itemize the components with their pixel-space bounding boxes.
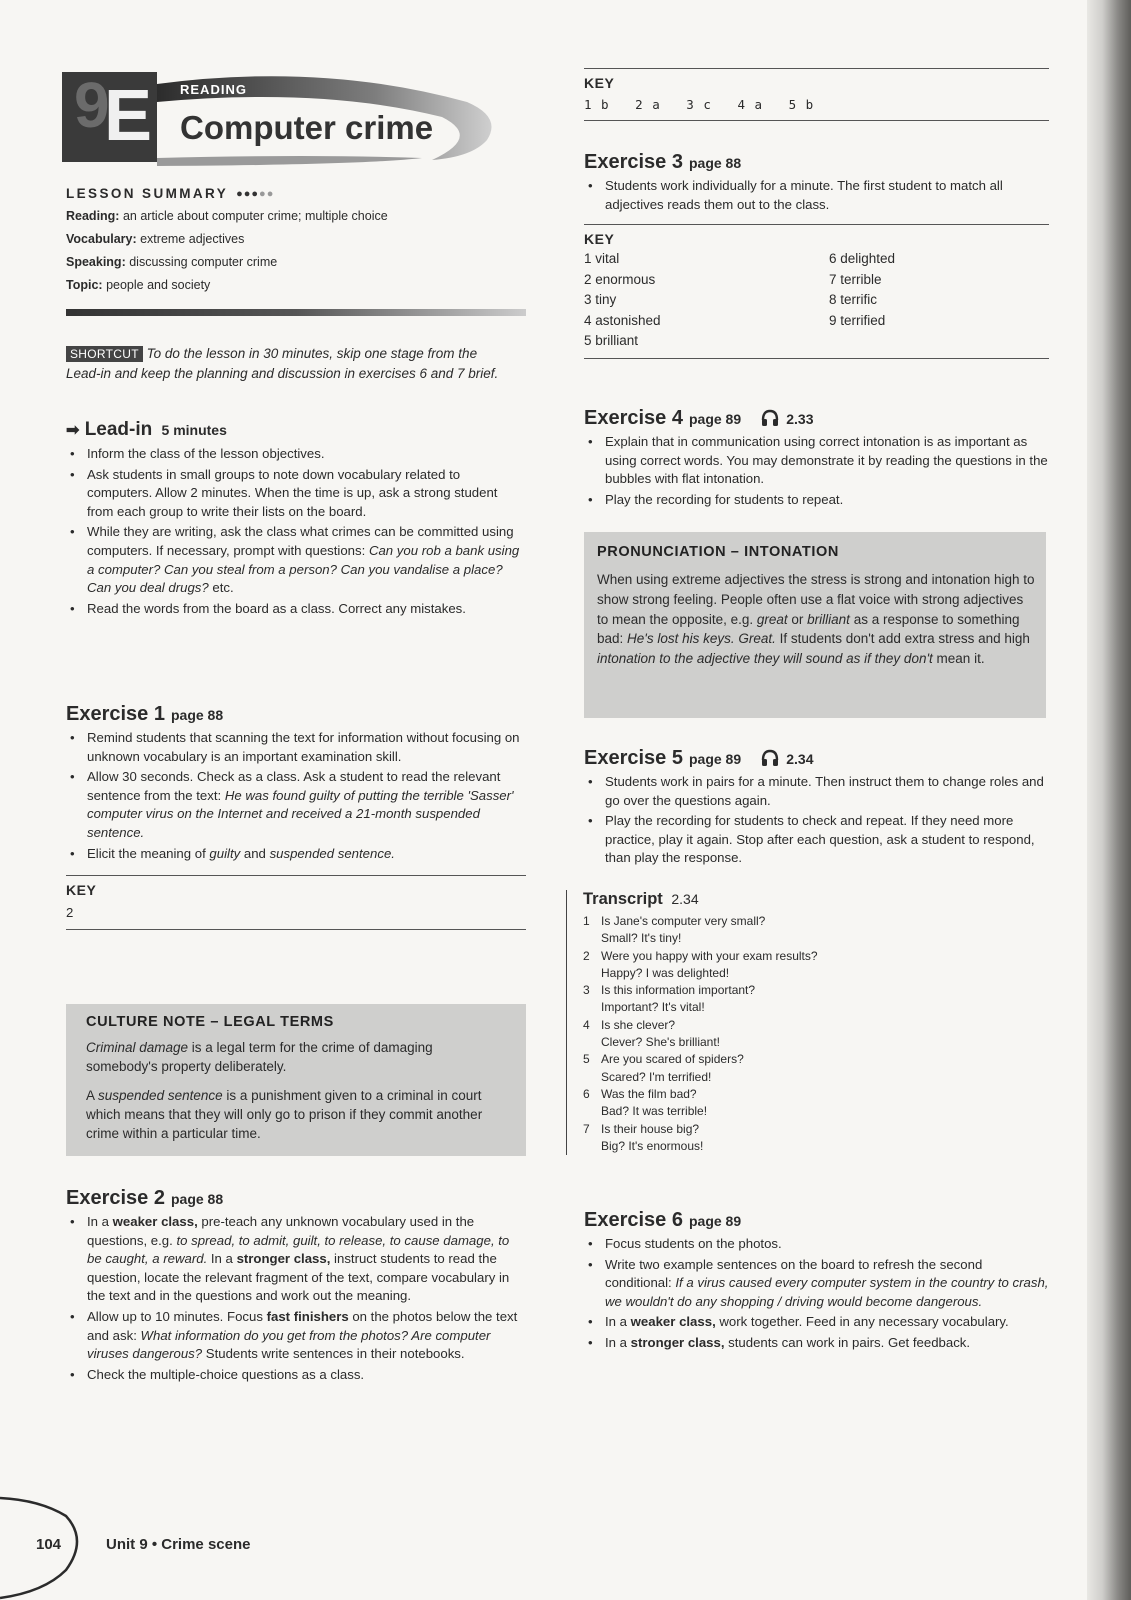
shortcut-tag: SHORTCUT [66, 346, 143, 362]
pronunciation-text: When using extreme adjectives the stress is strong and intonation high to show strong feeling. People often use a flat voice with strong adjectives to mean the opposite, e.g. great or brilliant as a response to something bad: He's lost his keys. Great. If students don't add extra stress and high intonation to the adjective they will sound as if they don't mean it. [597, 572, 1035, 667]
track-number: 2.34 [786, 751, 814, 767]
page-footer [0, 1490, 400, 1600]
list-item: • In a weaker class, work together. Feed in any necessary vocabulary. [588, 1314, 1009, 1330]
unit-number: 9 [74, 69, 110, 141]
exercise-3-key-grid [584, 249, 1049, 352]
unit-label: Unit 9 • Crime scene [106, 1536, 251, 1553]
exercise-1-key-label: KEY [66, 882, 97, 899]
lesson-summary-heading: LESSON SUMMARY [66, 186, 229, 201]
transcript-line: 4 Is she clever? Clever? She's brilliant! [583, 1017, 721, 1050]
list-item: • Ask students in small groups to note down vocabulary related to computers. Allow 2 minutes. When the time is up, ask a strong student from each group to write their lists on the board. [70, 466, 498, 519]
key-top [584, 68, 1049, 121]
transcript-line: 7 Is their house big? Big? It's enormous! [583, 1121, 704, 1153]
list-item: • Play the recording for students to repeat. [588, 491, 844, 507]
summary-topic: Topic: people and society [66, 278, 211, 292]
list-item: • Allow up to 10 minutes. Focus fast finishers on the photos below the text and ask: What information do you get from the photos? Are computer viruses dangerous? Students write sentences in their notebooks. [70, 1308, 518, 1362]
key-item: 5 brilliant [584, 333, 639, 349]
list-item: • Students work in pairs for a minute. Then instruct them to change roles and go over the questions again. [588, 774, 1044, 808]
page-spine-shadow [1087, 0, 1131, 1600]
transcript-line: 5 Are you scared of spiders? Scared? I'm terrified! [583, 1052, 744, 1084]
key-item: 7 terrible [829, 271, 882, 287]
list-item: • Write two example sentences on the board to refresh the second conditional: If a virus caused every computer system in the country to crash, we wouldn't do any shopping / driving would become dangerous. [588, 1256, 1049, 1309]
key-item: 6 delighted [829, 251, 896, 267]
lesson-header [62, 62, 502, 172]
exercise-1-key-answer: 2 [66, 905, 74, 921]
transcript-heading: Transcript 2.34 [583, 890, 699, 908]
lead-in-heading: ➡ Lead-in 5 minutes [66, 419, 227, 440]
list-item: • Focus students on the photos. [588, 1236, 782, 1251]
list-item: • While they are writing, ask the class what crimes can be committed using computers. If necessary, prompt with questions: Can you rob a bank using a computer? Can you steal from a person? Can you vandalise a place? Can you deal drugs? etc. [70, 524, 520, 596]
exercise-3-key-label: KEY [584, 231, 615, 248]
shortcut-text: To do the lesson in 30 minutes, skip one stage from the Lead-in and keep the planning and discussion in exercises 6 and 7 brief. [66, 346, 499, 381]
section-tag: READING [180, 82, 247, 97]
culture-note-para-1: Criminal damage is a legal term for the crime of damaging somebody's property deliberately. [86, 1040, 433, 1074]
transcript-line: 6 Was the film bad? Bad? It was terrible! [583, 1086, 708, 1119]
list-item: • Inform the class of the lesson objectives. [70, 446, 325, 461]
summary-divider [66, 309, 526, 316]
key-top-label: KEY [584, 75, 615, 91]
shortcut-note [66, 344, 506, 384]
exercise-6-heading: Exercise 6 page 89 [584, 1209, 742, 1231]
list-item: • Allow 30 seconds. Check as a class. Ask a student to read the relevant sentence from the text: He was found guilty of putting the terrible 'Sasser' computer virus on the Internet and received a 21-month suspended sentence. [70, 769, 514, 840]
key-top-answers: 1 b 2 a 3 c 4 a 5 b [584, 97, 815, 112]
culture-note-title: CULTURE NOTE – LEGAL TERMS [86, 1014, 334, 1030]
key-item: 3 tiny [584, 292, 617, 308]
lesson-summary [66, 186, 526, 316]
list-item: • In a weaker class, pre-teach any unknown vocabulary used in the questions, e.g. to spread, to admit, guilt, to release, to cause damage, to be caught, a reward. In a stronger class, instruct students to read the question, locate the relevant fragment of the text, compare vocabulary in the text and in the questions and work out the meaning. [70, 1214, 510, 1304]
pronunciation-title: PRONUNCIATION – INTONATION [597, 544, 839, 560]
key-item: 8 terrific [829, 292, 878, 308]
page-title: Computer crime [180, 109, 434, 146]
transcript-line: 3 Is this information important? Important? It's vital! [583, 983, 756, 1015]
list-item: • Check the multiple-choice questions as a class. [70, 1366, 365, 1382]
exercise-5-heading: Exercise 5 page 89 2.34 [584, 747, 814, 769]
key-item: 4 astonished [584, 312, 661, 328]
exercise-1 [66, 702, 526, 930]
list-item: • Elicit the meaning of guilty and suspended sentence. [70, 845, 395, 861]
exercise-2 [66, 1186, 526, 1386]
lesson-letter: E [104, 76, 153, 156]
list-item: • Explain that in communication using correct intonation is as important as using correct words. You may demonstrate it by reading the questions in the bubbles with flat intonation. [588, 434, 1048, 487]
exercise-3-heading: Exercise 3 page 88 [584, 151, 742, 173]
culture-note-para-2: A suspended sentence is a punishment given to a criminal in court which means that they will only go to prison if they commit another crime within a particular time. [86, 1088, 483, 1141]
list-item: • In a stronger class, students can work in pairs. Get feedback. [588, 1334, 971, 1350]
transcript-line: 1 Is Jane's computer very small? Small? It's tiny! [583, 914, 766, 946]
summary-vocabulary: Vocabulary: extreme adjectives [66, 232, 245, 246]
list-item: • Read the words from the board as a class. Correct any mistakes. [70, 600, 466, 616]
pronunciation-box [584, 532, 1046, 718]
lead-in-section [66, 418, 526, 620]
exercise-4-heading: Exercise 4 page 89 2.33 [584, 407, 814, 429]
list-item: • Students work individually for a minute. The first student to match all adjectives reads them out to the class. [588, 178, 1003, 212]
headphones-icon [761, 749, 779, 767]
rating-dots: ●●●●● [236, 187, 275, 200]
headphones-icon [761, 409, 779, 427]
transcript [566, 890, 1063, 1155]
track-number: 2.33 [786, 411, 814, 427]
exercise-1-heading: Exercise 1 page 88 [66, 703, 224, 725]
list-item: • Remind students that scanning the text for information without focusing on unknown vocabulary is an important examination skill. [70, 730, 520, 764]
culture-note-box [66, 1004, 526, 1156]
key-item: 2 enormous [584, 271, 656, 287]
exercise-6 [584, 1208, 1049, 1355]
page-number: 104 [36, 1536, 62, 1553]
exercise-4 [584, 406, 1049, 511]
key-item: 1 vital [584, 251, 620, 267]
list-item: • Play the recording for students to check and repeat. If they need more practice, play it again. Stop after each question, ask a student to respond, than play the response. [588, 813, 1035, 866]
transcript-line: 2 Were you happy with your exam results? Happy? I was delighted! [583, 948, 818, 980]
exercise-3 [584, 150, 1049, 359]
arrow-icon: ➡ [66, 422, 80, 439]
exercise-2-heading: Exercise 2 page 88 [66, 1187, 224, 1209]
summary-speaking: Speaking: discussing computer crime [66, 255, 278, 269]
summary-reading: Reading: an article about computer crime; multiple choice [66, 209, 388, 223]
key-item: 9 terrified [829, 312, 886, 328]
exercise-5 [584, 746, 1049, 870]
